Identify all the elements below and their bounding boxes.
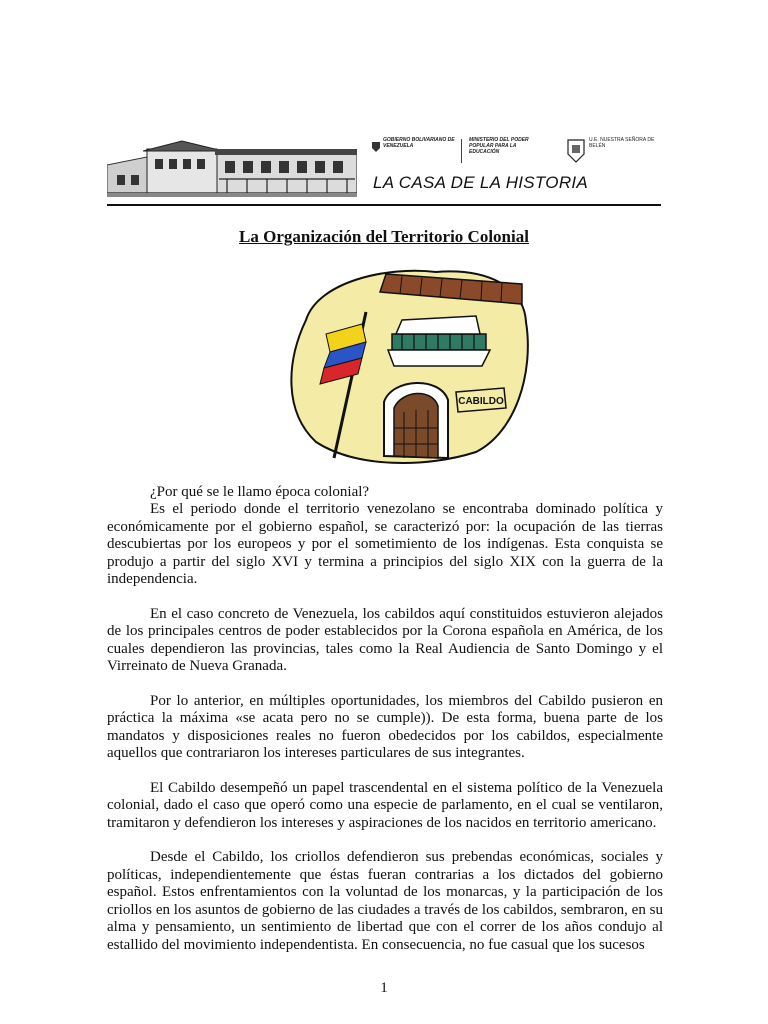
- colonial-building-illustration: [107, 135, 357, 197]
- header-rule: [107, 204, 661, 206]
- body-paragraph: En el caso concreto de Venezuela, los cabildos aquí constituidos estuvieron alejados de los principales centros de poder establecidos por la Corona española en América, de los cuales dependieron las provincias, tales como la Real Audiencia de Santo Domingo y el Virreinato de Nueva Granada.: [107, 605, 663, 675]
- gobierno-emblem-icon: [371, 141, 381, 153]
- school-crest-icon: [567, 139, 585, 163]
- logo-gobierno-text: GOBIERNO BOLIVARIANO DE VENEZUELA: [383, 137, 455, 149]
- logo-ministerio-text: MINISTERIO DEL PODER POPULAR PARA LA EDUCACIÓN: [469, 137, 529, 155]
- page-number: 1: [380, 980, 388, 996]
- document-body: [107, 484, 663, 971]
- cabildo-sign-text: CABILDO: [458, 396, 504, 407]
- logo-escuela-text: U.E. NUESTRA SEÑORA DE BELÉN: [589, 137, 655, 149]
- body-paragraph: Desde el Cabildo, los criollos defendieron sus prebendas económicas, sociales y políticas, independientemente que éstas fueran contrarias a los dictados del gobierno español. Estos enfrentamientos con la voluntad de los monarcas, y la participación de los criollos en los asuntos de gobierno de las ciudades a través de los cabildos, sembraron, en su alma y pensamiento, un sentimiento de libertad que con el correr de los años condujo al estallido del movimiento independentista. En consecuencia, no fue casual que los sucesos: [107, 849, 663, 953]
- header-banner: [107, 133, 661, 201]
- logo-divider: [461, 139, 462, 163]
- institution-logos: [369, 133, 661, 167]
- body-paragraph: El Cabildo desempeñó un papel trascendental en el sistema político de la Venezuela colonial, dado el caso que operó como una especie de parlamento, en el cual se ventilaron, tramitaron y defendieron los intereses y aspiraciones de los nacidos en territorio americano.: [107, 779, 663, 831]
- body-paragraph: Es el periodo donde el territorio venezolano se encontraba dominado política y económicamente por el gobierno español, se caracterizó por: la ocupación de las tierras descubiertas por los europeos y por el sometimiento de los indígenas. Esta conquista se produjo a partir del siglo XVI y termina a principios del siglo XIX con la guerra de la independencia.: [107, 501, 663, 588]
- document-title: La Organización del Territorio Colonial: [239, 227, 529, 246]
- cabildo-illustration: [276, 262, 534, 468]
- body-question: ¿Por qué se le llamo época colonial?: [150, 484, 370, 500]
- banner-title: LA CASA DE LA HISTORIA: [373, 173, 589, 192]
- body-paragraph: Por lo anterior, en múltiples oportunidades, los miembros del Cabildo pusieron en práctica la máxima «se acata pero no se cumple)). De esta forma, buena parte de los mandatos y disposiciones reales no fueron obedecidos por los cabildos, especialmente aquellos que contrariaron los intereses particulares de sus integrantes.: [107, 692, 663, 762]
